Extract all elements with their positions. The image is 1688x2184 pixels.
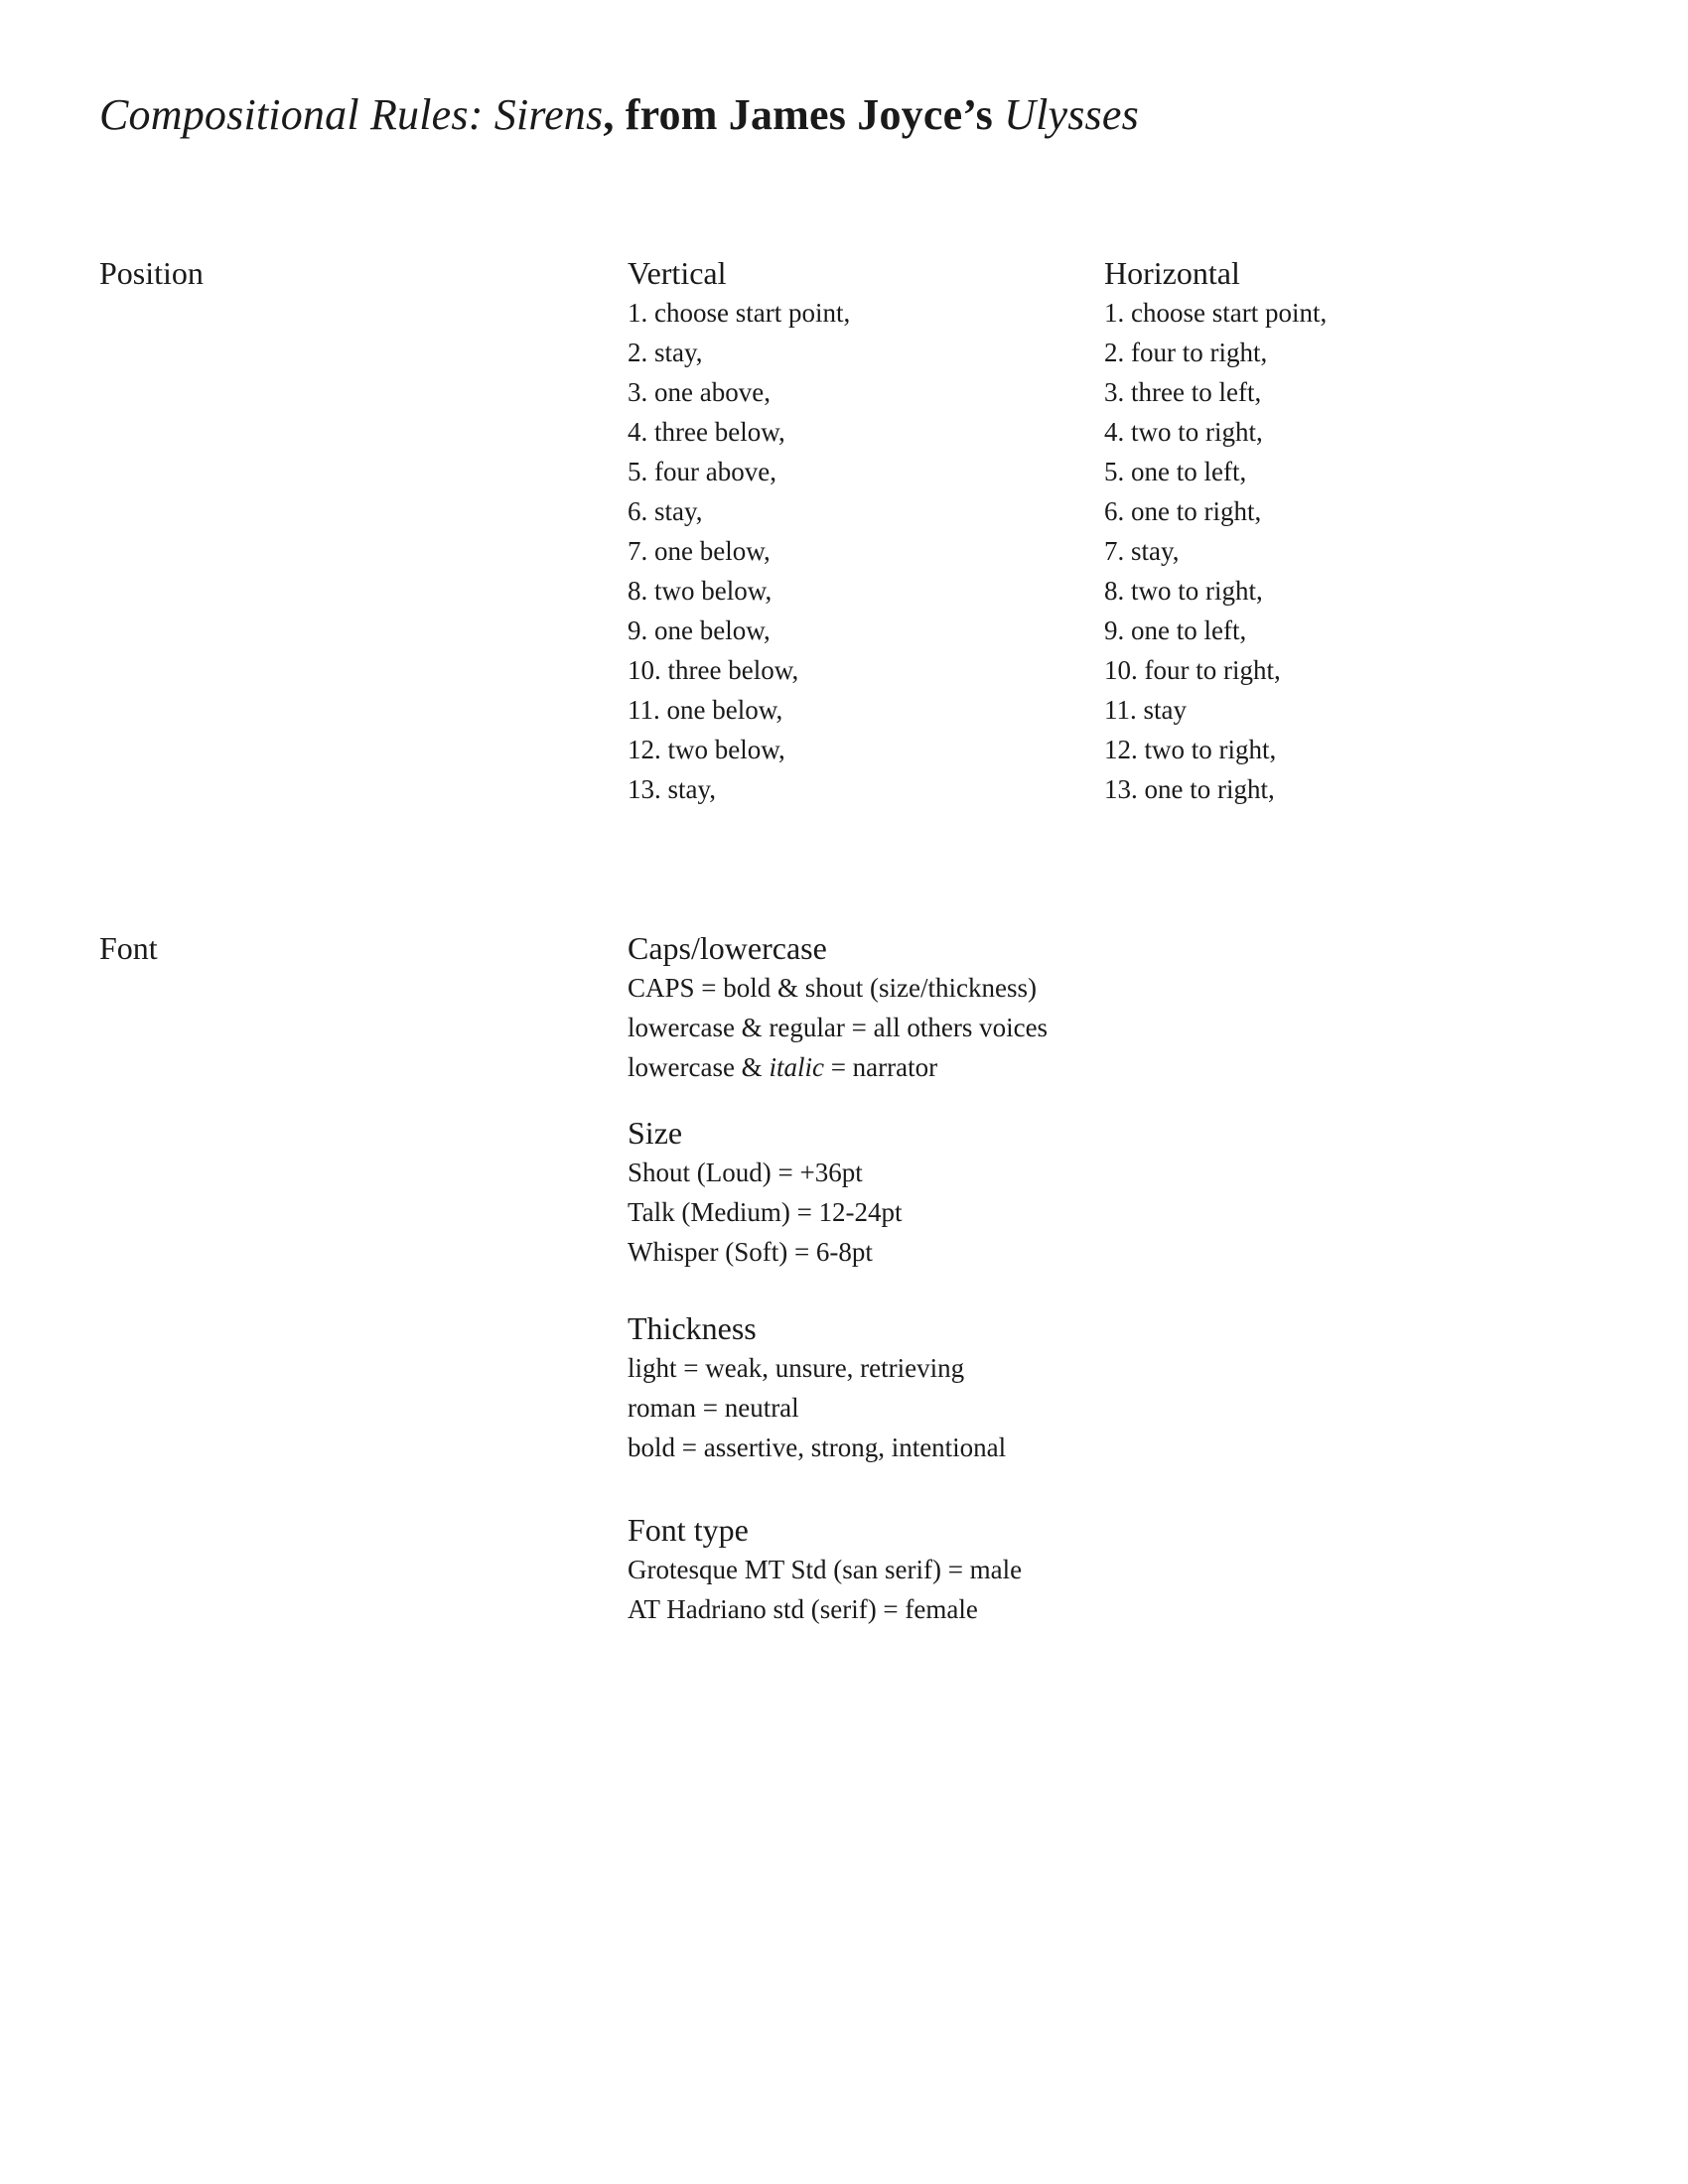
title-part-4: Ulysses (1004, 90, 1139, 139)
vertical-item: 8. two below, (628, 576, 773, 606)
section-label-position: Position (99, 255, 204, 291)
size-rule: Shout (Loud) = +36pt (628, 1158, 863, 1187)
title-part-3: , from James Joyce’s (603, 90, 1005, 139)
vertical-item: 3. one above, (628, 377, 771, 407)
horizontal-item: 2. four to right, (1104, 338, 1268, 367)
horizontal-item: 1. choose start point, (1104, 298, 1328, 328)
horizontal-item: 3. three to left, (1104, 377, 1262, 407)
title-part-1: Compositional Rules: (99, 90, 494, 139)
vertical-item: 10. three below, (628, 655, 799, 685)
caps-rule-suffix: = narrator (823, 1052, 938, 1082)
vertical-item: 5. four above, (628, 457, 776, 486)
vertical-item: 4. three below, (628, 417, 785, 447)
caps-rule: lowercase & regular = all others voices (628, 1013, 1049, 1042)
vertical-item: 11. one below, (628, 695, 783, 725)
font-type-heading: Font type (628, 1512, 749, 1548)
horizontal-item: 5. one to left, (1104, 457, 1247, 486)
size-group (628, 1113, 903, 1272)
vertical-item: 13. stay, (628, 774, 716, 804)
vertical-item: 9. one below, (628, 615, 771, 645)
horizontal-item: 8. two to right, (1104, 576, 1263, 606)
size-heading: Size (628, 1115, 683, 1151)
thickness-rule: light = weak, unsure, retrieving (628, 1353, 965, 1383)
horizontal-item: 10. four to right, (1104, 655, 1281, 685)
font-type-group (628, 1510, 1022, 1629)
thickness-rule: bold = assertive, strong, intentional (628, 1433, 1007, 1462)
size-rule: Talk (Medium) = 12-24pt (628, 1197, 903, 1227)
thickness-rule: roman = neutral (628, 1393, 799, 1423)
horizontal-item: 13. one to right, (1104, 774, 1275, 804)
size-rule: Whisper (Soft) = 6-8pt (628, 1237, 873, 1267)
font-type-rule: Grotesque MT Std (san serif) = male (628, 1555, 1023, 1584)
caps-lowercase-group (628, 928, 1048, 1087)
caps-rule-italic: italic (769, 1052, 824, 1082)
horizontal-item: 4. two to right, (1104, 417, 1263, 447)
horizontal-column (1104, 253, 1327, 809)
page-title (99, 85, 1139, 145)
vertical-item: 2. stay, (628, 338, 703, 367)
caps-rule: CAPS = bold & shout (size/thickness) (628, 973, 1037, 1003)
horizontal-item: 9. one to left, (1104, 615, 1247, 645)
caps-rule-prefix: lowercase & (628, 1052, 770, 1082)
horizontal-heading: Horizontal (1104, 255, 1240, 291)
horizontal-item: 6. one to right, (1104, 496, 1262, 526)
section-label-font: Font (99, 930, 158, 966)
horizontal-item: 12. two to right, (1104, 735, 1277, 764)
thickness-heading: Thickness (628, 1310, 757, 1346)
caps-lowercase-heading: Caps/lowercase (628, 930, 827, 966)
horizontal-item: 11. stay (1104, 695, 1187, 725)
vertical-item: 12. two below, (628, 735, 785, 764)
horizontal-item: 7. stay, (1104, 536, 1180, 566)
vertical-column (628, 253, 850, 809)
vertical-item: 7. one below, (628, 536, 771, 566)
vertical-item: 6. stay, (628, 496, 703, 526)
font-type-rule: AT Hadriano std (serif) = female (628, 1594, 978, 1624)
thickness-group (628, 1308, 1006, 1467)
title-part-2: Sirens (493, 90, 604, 139)
vertical-heading: Vertical (628, 255, 727, 291)
caps-rule (628, 1047, 1048, 1087)
vertical-item: 1. choose start point, (628, 298, 851, 328)
